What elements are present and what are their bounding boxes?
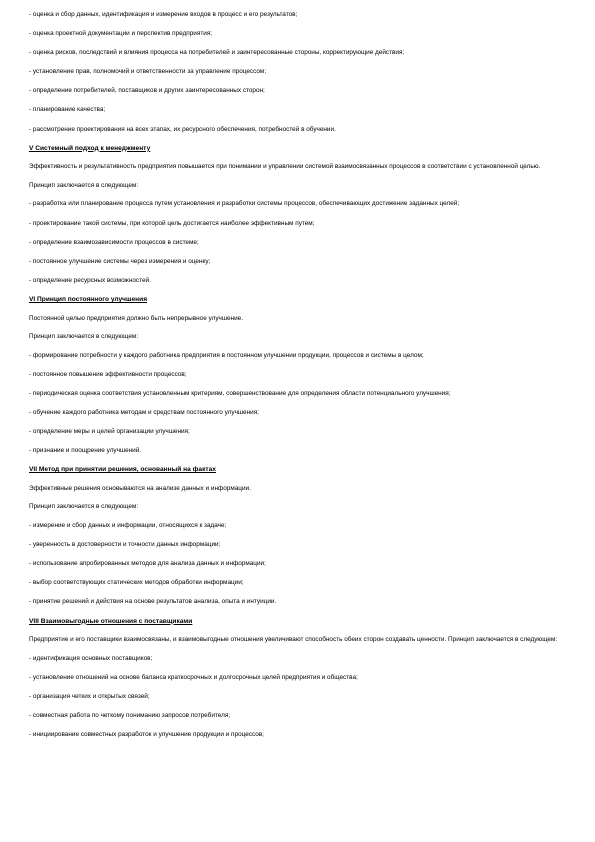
list-item: - проектирование такой системы, при которой цель достигается наиболее эффективным путем; [29,219,315,227]
list-item: - оценка проектной документации и перспектив предприятия; [29,30,213,38]
list-item: - установление прав, полномочий и ответственности за управление процессом; [29,68,267,76]
list-item: - оценка и сбор данных, идентификация и измерение входов в процесс и его результатов; [29,11,298,18]
paragraph: Эффективность и результативность предприятия повышается при понимании и управлении системой взаимосвязанных процессов в соответствии с установленной целью. [29,163,541,171]
section-heading: VI Принцип постоянного улучшения [29,295,148,303]
list-item: - планирование качества; [29,106,106,114]
paragraph: Принцип заключается в следующем: [29,503,139,511]
list-item: - установление отношений на основе баланса краткосрочных и долгосрочных целей предприятия и общества; [29,673,358,681]
list-item: - периодическая оценка соответствия установленным критериям, совершенствование для определения области потенциального улучшения; [29,389,451,397]
list-item: - использование апробированных методов для анализа данных и информации; [29,560,266,568]
paragraph: Постоянной целью предприятия должно быть непрерывное улучшение. [29,314,243,322]
list-item: - формирование потребности у каждого работника предприятия в постоянном улучшении продукции, процессов и системы в целом; [29,351,424,359]
list-item: - организация четких и открытых связей; [29,692,150,700]
section-heading: VIII Взаимовыгодные отношения с поставщиками [29,617,193,625]
section-heading: V Системный подход к менеджменту [29,144,151,152]
list-item: - признание и поощрение улучшений. [29,447,142,455]
list-item: - уверенность в достоверности и точности данных информации; [29,541,221,549]
list-item: - идентификация основных поставщиков; [29,654,153,662]
list-item: - рассмотрение проектирования на всех этапах, их ресурсного обеспечения, потребностей в обучении. [29,125,336,133]
paragraph: Принцип заключается в следующем: [29,181,139,189]
list-item: - измерение и сбор данных и информации, относящихся к задаче; [29,522,227,530]
document-body [29,11,565,740]
list-item: - определение меры и целей организации улучшения; [29,428,190,436]
list-item: - определение ресурсных возможностей. [29,276,151,284]
list-item: - разработка или планирование процесса путем установления и разработки системы процессов, обеспечивающих достижение заданных целей; [29,200,460,208]
list-item: - определение взаимозависимости процессов в системе; [29,238,199,246]
list-item: - постоянное улучшение системы через измерения и оценку; [29,257,211,265]
section-heading: VII Метод при принятии решения, основанный на фактах [29,466,216,474]
paragraph: Эффективные решения основываются на анализе данных и информации. [29,484,251,492]
list-item: - инициирование совместных разработок и улучшение продукции и процессов; [29,731,264,739]
list-item: - обучение каждого работника методам и средствам постоянного улучшения; [29,408,259,416]
list-item: - определение потребителей, поставщиков и других заинтересованных сторон; [29,87,265,95]
paragraph: Принцип заключается в следующем: [29,333,139,341]
list-item: - постоянное повышение эффективности процессов; [29,370,187,378]
list-item: - принятие решений и действия на основе результатов анализа, опыта и интуиции. [29,598,277,606]
list-item: - совместная работа по четкому пониманию запросов потребителя; [29,711,231,719]
list-item: - оценка рисков, последствий и влияния процесса на потребителей и заинтересованные стороны, корректирующие действия; [29,49,405,57]
paragraph: Предприятие и его поставщики взаимосвязаны, и взаимовыгодные отношения увеличивают способность обеих сторон создавать ценности. Принцип заключается в следующем: [29,636,558,644]
list-item: - выбор соответствующих статических методов обработки информации; [29,579,244,587]
